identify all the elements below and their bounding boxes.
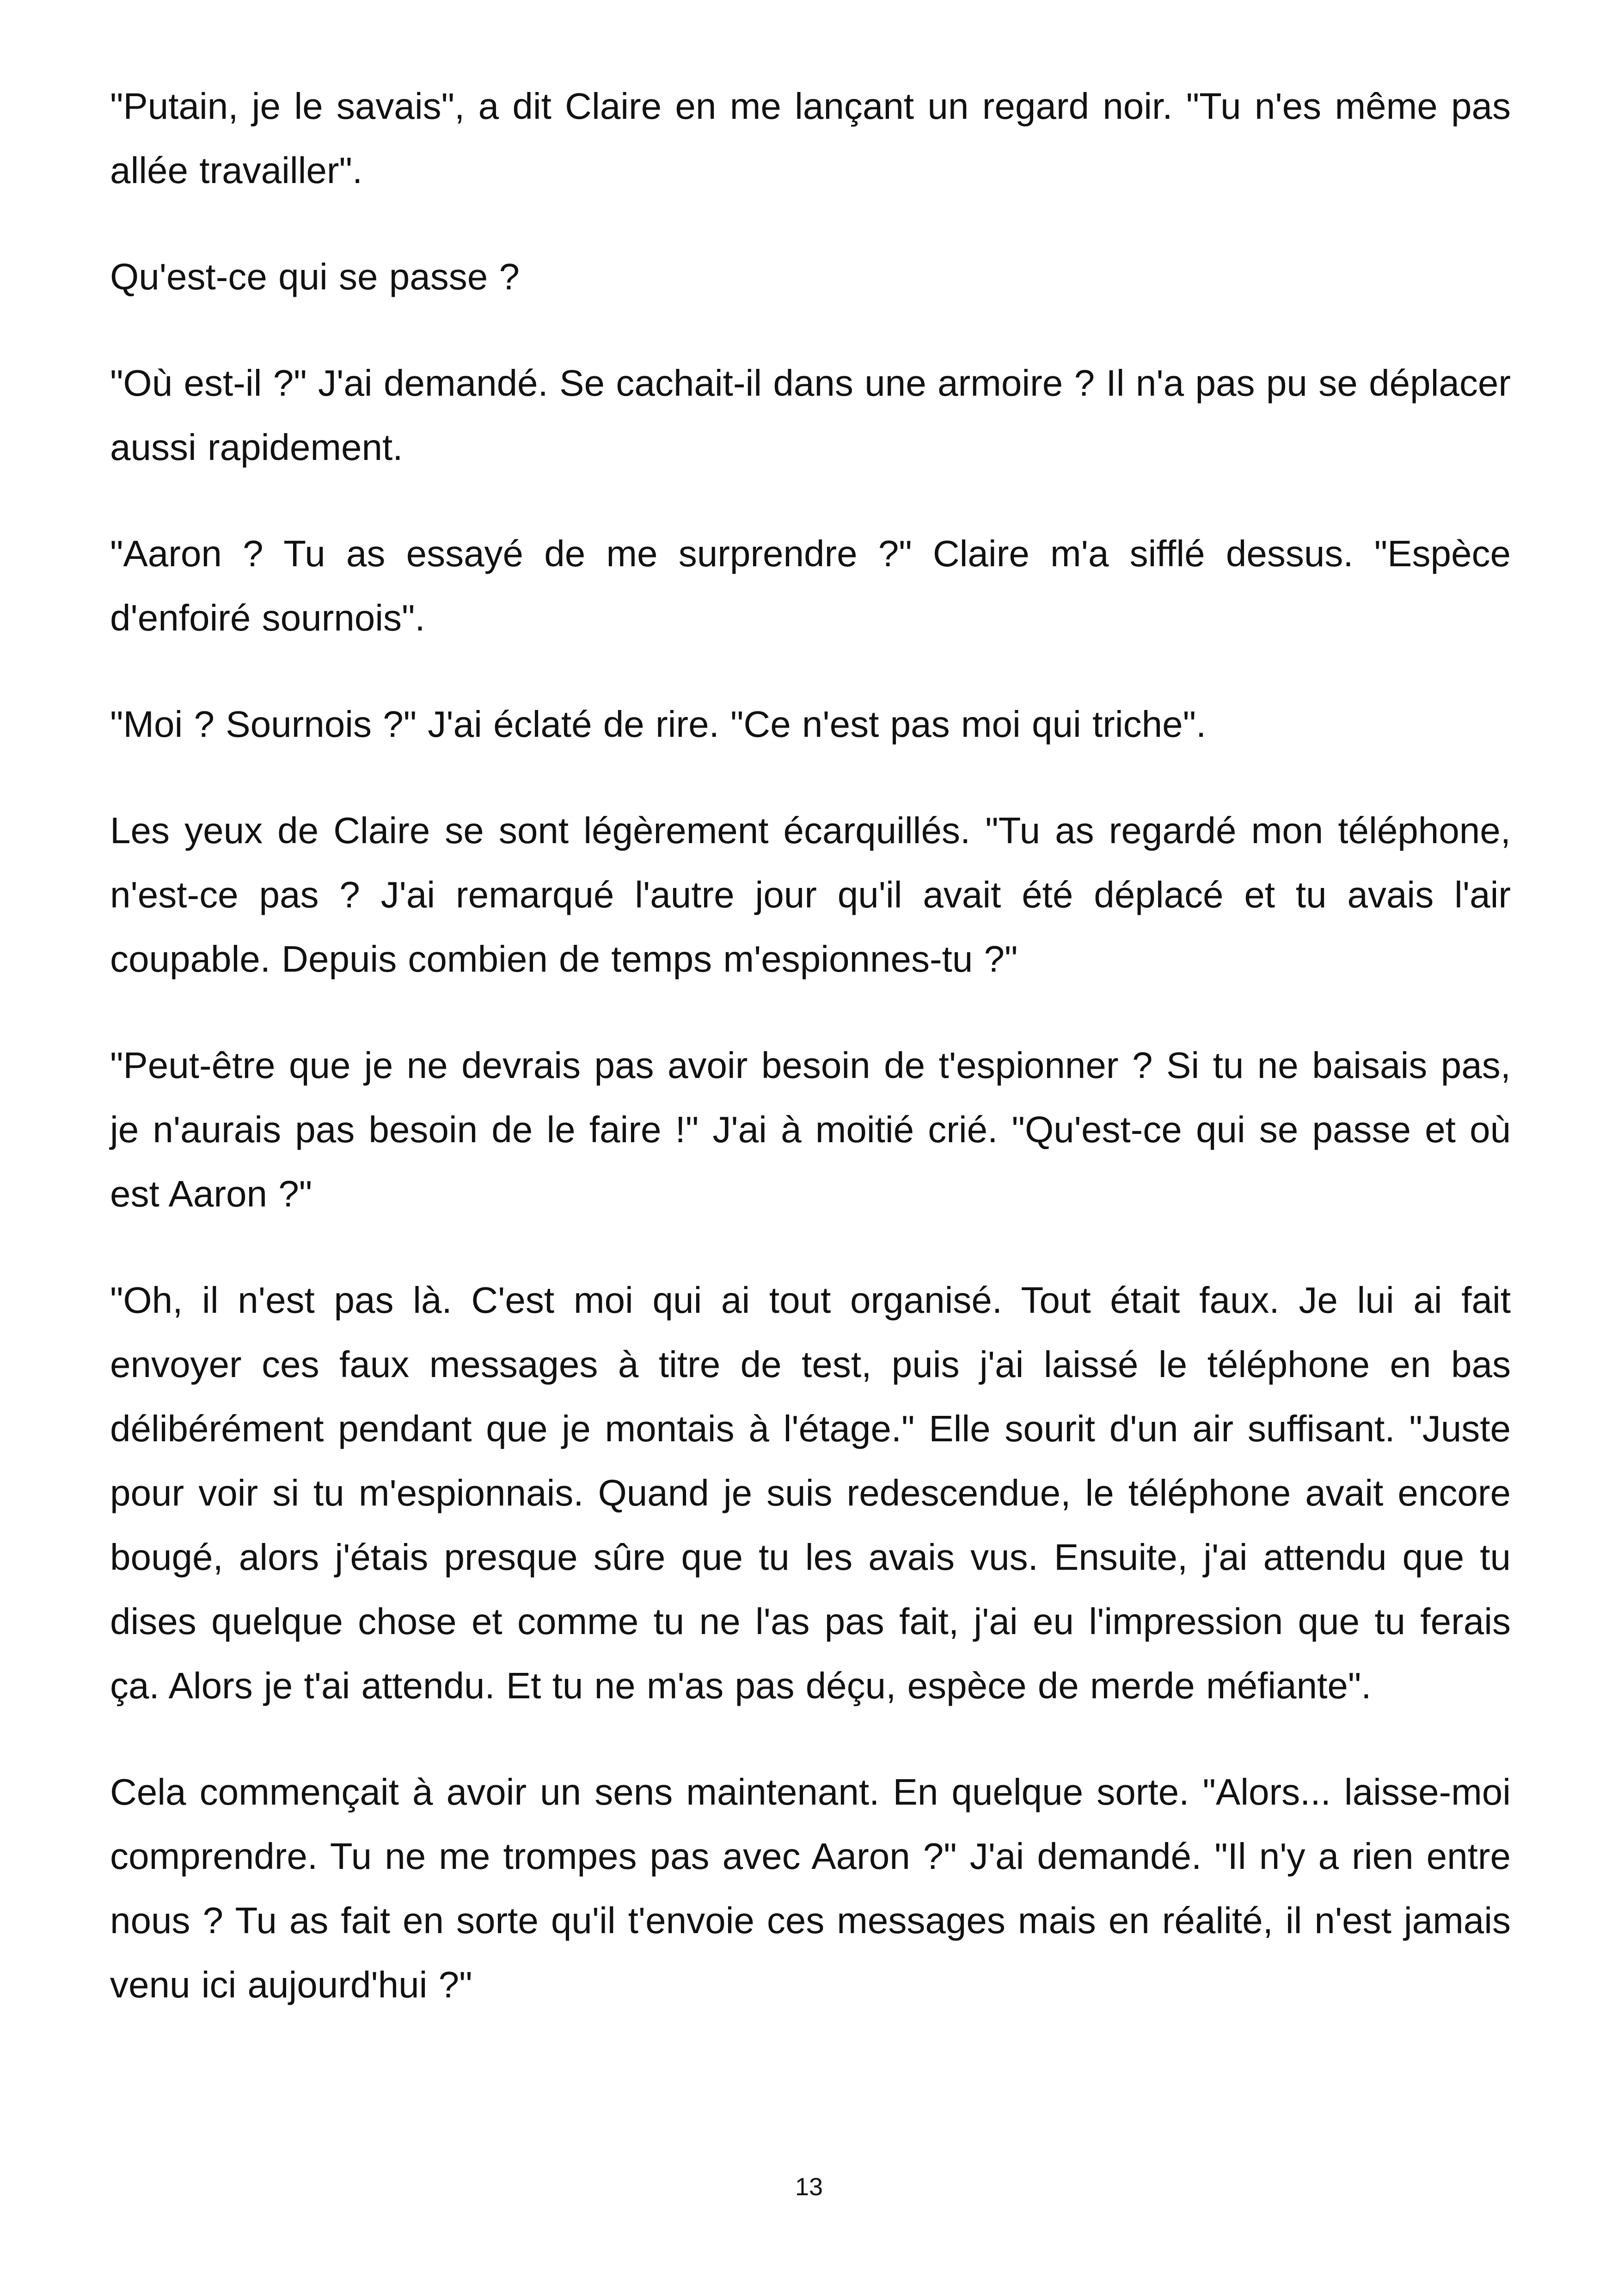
paragraph-4: "Aaron ? Tu as essayé de me surprendre ?" Claire m'a sifflé dessus. "Espèce d'enfoiré sournois". <box>110 533 1511 638</box>
paragraph-5: "Moi ? Sournois ?" J'ai éclaté de rire. "Ce n'est pas moi qui triche". <box>110 704 1207 745</box>
paragraph-1: "Putain, je le savais", a dit Claire en me lançant un regard noir. "Tu n'es même pas allée travailler". <box>110 86 1511 191</box>
paragraph-3: "Où est-il ?" J'ai demandé. Se cachait-il dans une armoire ? Il n'a pas pu se déplacer aussi rapidement. <box>110 362 1511 468</box>
paragraph-9: Cela commençait à avoir un sens maintenant. En quelque sorte. "Alors... laisse-moi comprendre. Tu ne me trompes pas avec Aaron ?" J'ai demandé. "Il n'y a rien entre nous ? Tu as fait en sorte qu'il t'envoie ces messages mais en réalité, il n'est jamais venu ici aujourd'hui ?" <box>110 1771 1511 2005</box>
page-number: 13 <box>795 2173 823 2201</box>
paragraph-6: Les yeux de Claire se sont légèrement écarquillés. "Tu as regardé mon téléphone, n'est-ce pas ? J'ai remarqué l'autre jour qu'il avait été déplacé et tu avais l'air coupable. Depuis combien de temps m'espionnes-tu ?" <box>110 810 1511 980</box>
page-body <box>110 74 1511 2017</box>
paragraph-7: "Peut-être que je ne devrais pas avoir besoin de t'espionner ? Si tu ne baisais pas, je n'aurais pas besoin de le faire !" J'ai à moitié crié. "Qu'est-ce qui se passe et où est Aaron ?" <box>110 1045 1511 1214</box>
paragraph-8: "Oh, il n'est pas là. C'est moi qui ai tout organisé. Tout était faux. Je lui ai fait envoyer ces faux messages à titre de test, puis j'ai laissé le téléphone en bas délibérément pendant que je montais à l'étage." Elle sourit d'un air suffisant. "Juste pour voir si tu m'espionnais. Quand je suis redescendue, le téléphone avait encore bougé, alors j'étais presque sûre que tu les avais vus. Ensuite, j'ai attendu que tu dises quelque chose et comme tu ne l'as pas fait, j'ai eu l'impression que tu ferais ça. Alors je t'ai attendu. Et tu ne m'as pas déçu, espèce de merde méfiante". <box>110 1280 1511 1706</box>
paragraph-2: Qu'est-ce qui se passe ? <box>110 256 520 297</box>
